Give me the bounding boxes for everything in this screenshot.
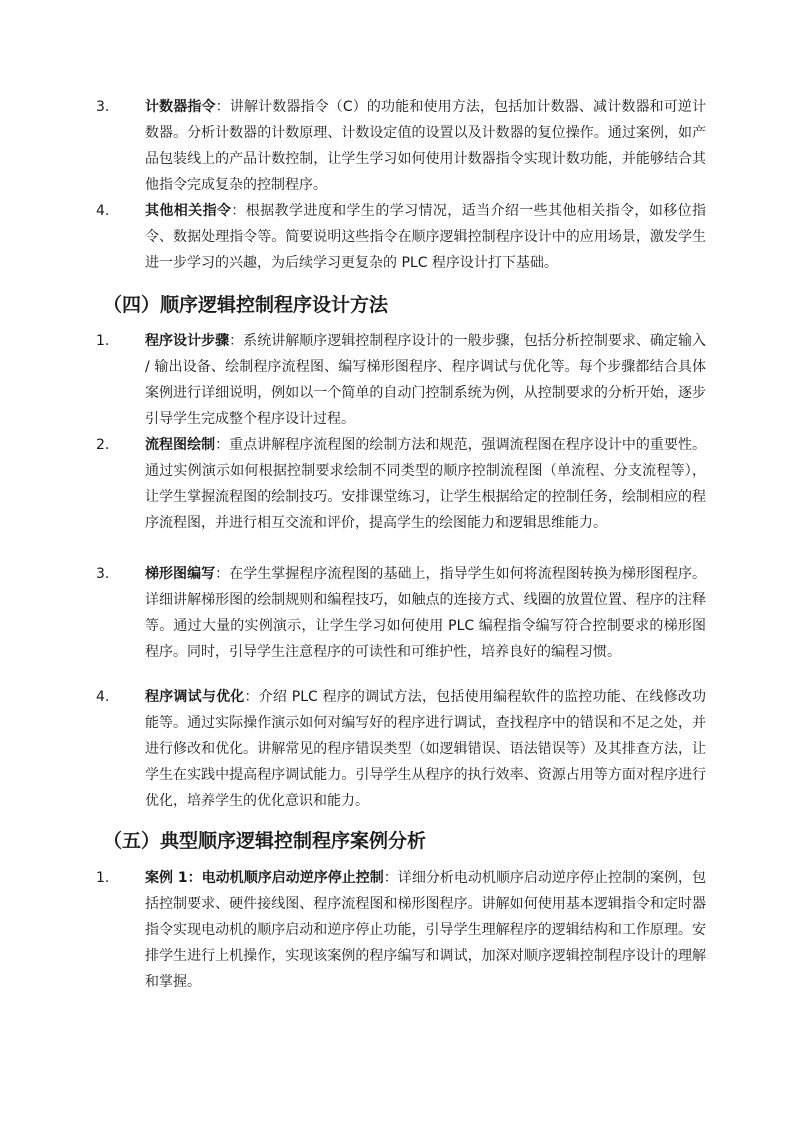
section-heading-5: （五）典型顺序逻辑控制程序案例分析 — [103, 830, 427, 852]
item-text: ：讲解计数器指令（C）的功能和使用方法，包括加计数器、减计数器和可逆计数器。分析计数器的计数原理、计数设定值的设置以及计数器的复位操作。通过案例，如产品包装线上的产品计数控制，让学生学习如何使用计数器指令实现计数功能，并能够结合其他指令完成复杂的控制程序。 — [145, 99, 706, 193]
list-item-body — [145, 94, 706, 198]
list-number: 4. — [96, 689, 110, 705]
list-item-body — [145, 198, 706, 276]
list-item-body — [145, 432, 706, 536]
item-text: ：详细分析电动机顺序启动逆序停止控制的案例，包括控制要求、硬件接线图、程序流程图和梯形图程序。讲解如何使用基本逻辑指令和定时器指令实现电动机的顺序启动和逆序停止功能，引导学生理解程序的逻辑结构和工作原理。安排学生进行上机操作，实现该案例的程序编写和调试，加深对顺序逻辑控制程序设计的理解和掌握。 — [145, 870, 707, 990]
item-term: 程序设计步骤 — [145, 333, 230, 349]
list-item-body — [145, 684, 706, 814]
list-number: 1. — [96, 870, 110, 886]
list-number: 3. — [96, 99, 110, 115]
list-number: 4. — [96, 203, 110, 219]
list-item-body — [145, 328, 706, 432]
item-term: 程序调试与优化 — [145, 689, 245, 705]
list-number: 1. — [96, 333, 110, 349]
item-text: ：介绍 PLC 程序的调试方法，包括使用编程软件的监控功能、在线修改功能等。通过实际操作演示如何对编写好的程序进行调试，查找程序中的错误和不足之处，并进行修改和优化。讲解常见的程序错误类型（如逻辑错误、语法错误等）及其排查方法，让学生在实践中提高程序调试能力。引导学生从程序的执行效率、资源占用等方面对程序进行优化，培养学生的优化意识和能力。 — [145, 689, 707, 809]
list-item-case-1 — [96, 865, 706, 995]
list-number: 2. — [96, 437, 110, 453]
item-term: 梯形图编写 — [145, 566, 216, 582]
list-item-counter-instruction — [96, 94, 706, 198]
list-item-debug-optimize — [96, 684, 706, 814]
list-item-design-steps — [96, 328, 706, 432]
item-text: ：根据教学进度和学生的学习情况，适当介绍一些其他相关指令，如移位指令、数据处理指令等。简要说明这些指令在顺序逻辑控制程序设计中的应用场景，激发学生进一步学习的兴趣，为后续学习更复杂的 PLC 程序设计打下基础。 — [145, 203, 707, 271]
item-text: ：重点讲解程序流程图的绘制方法和规范，强调流程图在程序设计中的重要性。通过实例演示如何根据控制要求绘制不同类型的顺序控制流程图（单流程、分支流程等），让学生掌握流程图的绘制技巧。安排课堂练习，让学生根据给定的控制任务，绘制相应的程序流程图，并进行相互交流和评价，提高学生的绘图能力和逻辑思维能力。 — [145, 437, 707, 531]
list-item-ladder-diagram — [96, 561, 706, 665]
item-term: 其他相关指令 — [145, 203, 232, 219]
list-item-flowchart — [96, 432, 706, 536]
list-number: 3. — [96, 566, 110, 582]
item-term: 计数器指令 — [145, 99, 216, 115]
item-text: ：在学生掌握程序流程图的基础上，指导学生如何将流程图转换为梯形图程序。详细讲解梯形图的绘制规则和编程技巧，如触点的连接方式、线圈的放置位置、程序的注释等。通过大量的实例演示，让学生学习如何使用 PLC 编程指令编写符合控制要求的梯形图程序。同时，引导学生注意程序的可读性和可维护性，培养良好的编程习惯。 — [145, 566, 707, 660]
section-heading-4: （四）顺序逻辑控制程序设计方法 — [103, 294, 389, 316]
item-term: 流程图绘制 — [145, 437, 216, 453]
list-item-other-instructions — [96, 198, 706, 276]
item-term: 案例 1：电动机顺序启动逆序停止控制 — [145, 870, 384, 886]
item-text: ：系统讲解顺序逻辑控制程序设计的一般步骤，包括分析控制要求、确定输入 / 输出设备、绘制程序流程图、编写梯形图程序、程序调试与优化等。每个步骤都结合具体案例进行详细说明，例如以一个简单的自动门控制系统为例，从控制要求的分析开始，逐步引导学生完成整个程序设计过程。 — [145, 333, 707, 427]
list-item-body — [145, 865, 706, 995]
list-item-body — [145, 561, 706, 665]
